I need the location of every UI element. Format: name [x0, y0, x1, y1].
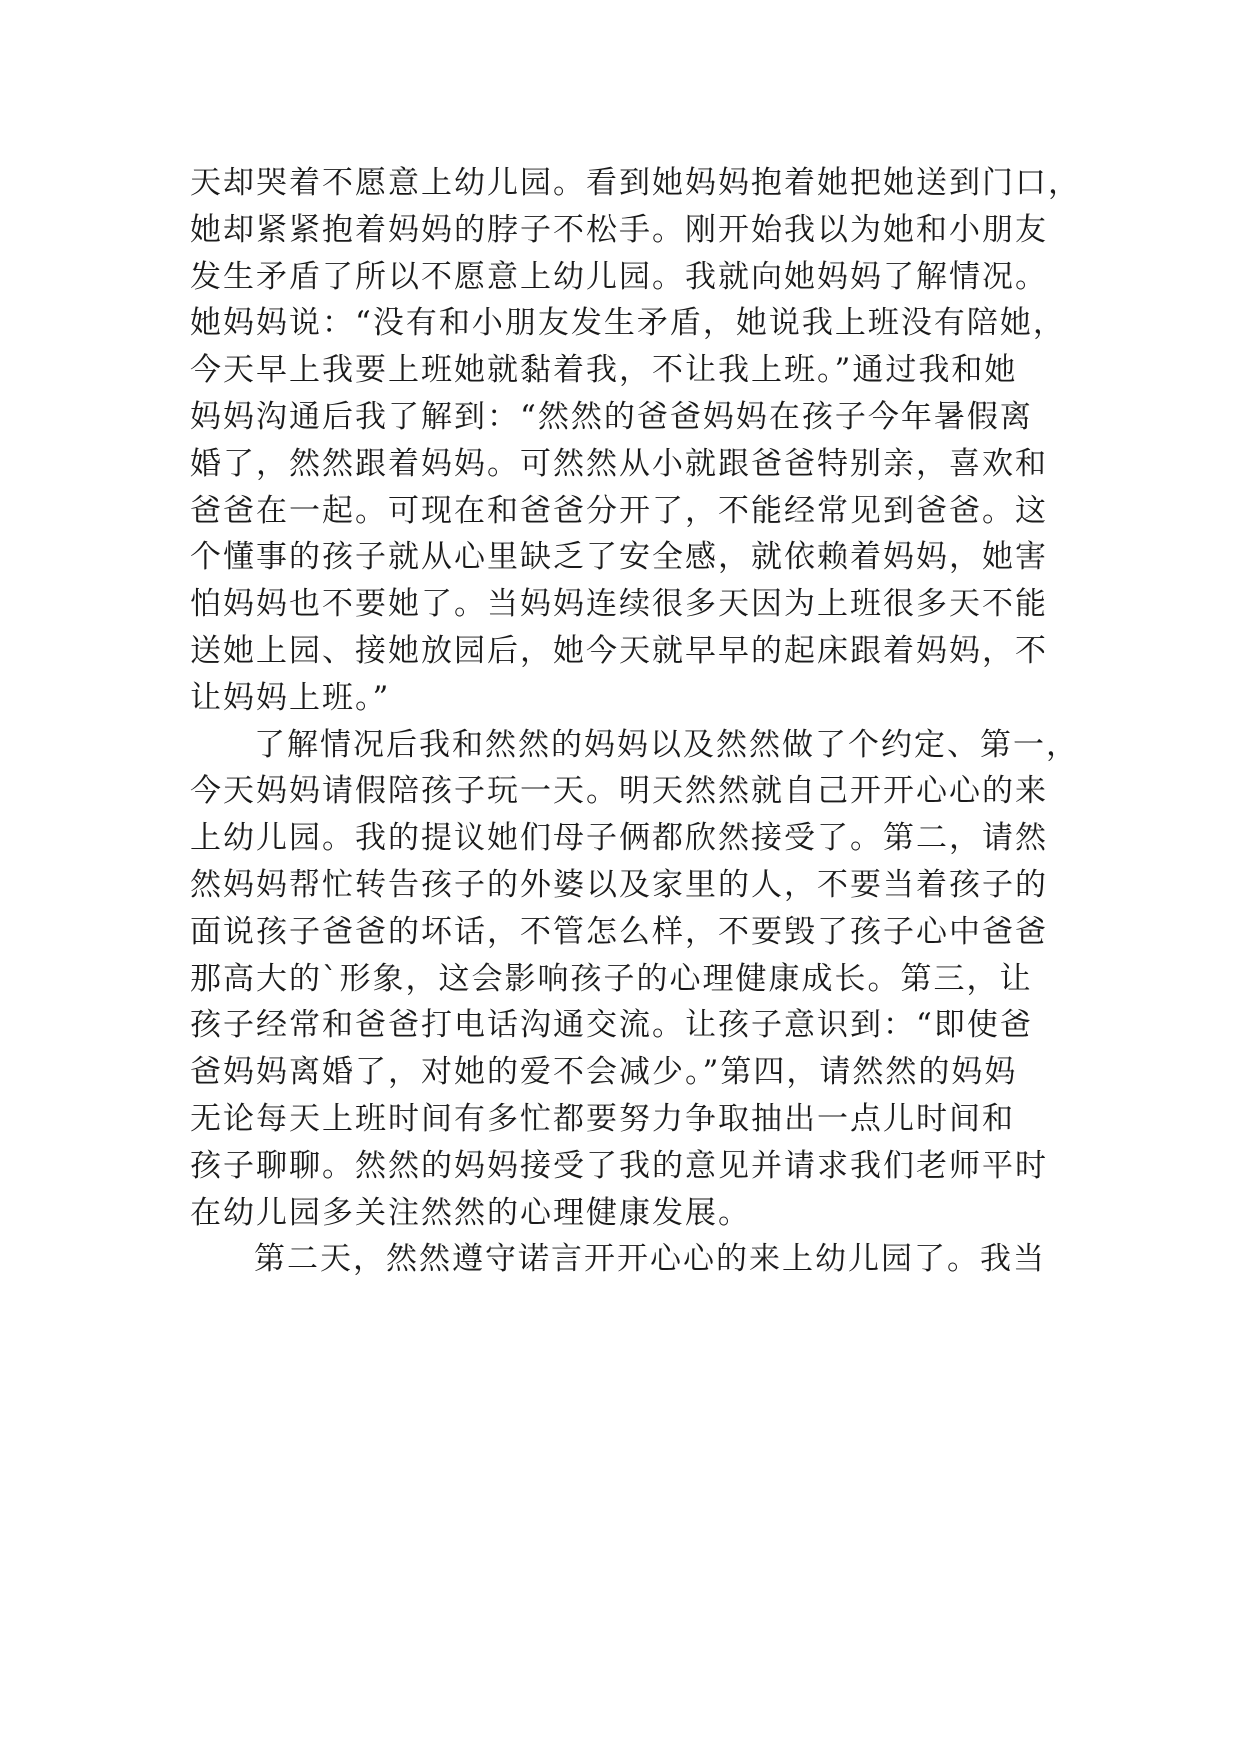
text-line: 孩子经常和爸爸打电话沟通交流。让孩子意识到：“即使爸 [190, 1007, 1033, 1044]
text-line: 送她上园、接她放园后，她今天就早早的起床跟着妈妈，不 [190, 632, 1048, 669]
text-line: 然妈妈帮忙转告孩子的外婆以及家里的人，不要当着孩子的 [190, 866, 1048, 903]
text-line: 让妈妈上班。” [190, 679, 391, 716]
text-line: 面说孩子爸爸的坏话，不管怎么样，不要毁了孩子心中爸爸 [190, 913, 1048, 950]
text-line: 怕妈妈也不要她了。当妈妈连续很多天因为上班很多天不能 [190, 586, 1048, 623]
document-body [190, 160, 1090, 1283]
text-line: 无论每天上班时间有多忙都要努力争取抽出一点儿时间和 [190, 1100, 1015, 1137]
paragraph-start-line: 第二天，然然遵守诺言开开心心的来上幼儿园了。我当 [254, 1241, 1046, 1278]
text-line: 妈妈沟通后我了解到：“然然的爸爸妈妈在孩子今年暑假离 [190, 398, 1033, 435]
text-line: 个懂事的孩子就从心里缺乏了安全感，就依赖着妈妈，她害 [190, 539, 1048, 576]
text-line: 她妈妈说：“没有和小朋友发生矛盾，她说我上班没有陪她， [190, 305, 1066, 342]
text-line: 今天早上我要上班她就黏着我，不让我上班。”通过我和她 [190, 352, 1018, 389]
text-line: 上幼儿园。我的提议她们母子俩都欣然接受了。第二，请然 [190, 820, 1048, 857]
text-line: 今天妈妈请假陪孩子玩一天。明天然然就自己开开心心的来 [190, 773, 1048, 810]
text-line: 爸妈妈离婚了，对她的爱不会减少。”第四，请然然的妈妈 [190, 1054, 1018, 1091]
text-line: 婚了，然然跟着妈妈。可然然从小就跟爸爸特别亲，喜欢和 [190, 445, 1048, 482]
paragraph-start-line: 了解情况后我和然然的妈妈以及然然做了个约定、第一， [254, 726, 1079, 763]
text-line: 她却紧紧抱着妈妈的脖子不松手。刚开始我以为她和小朋友 [190, 211, 1048, 248]
text-line: 在幼儿园多关注然然的心理健康发展。 [190, 1194, 751, 1231]
text-line: 发生矛盾了所以不愿意上幼儿园。我就向她妈妈了解情况。 [190, 258, 1048, 295]
text-line: 那高大的`形象，这会影响孩子的心理健康成长。第三，让 [190, 960, 1033, 997]
text-line: 孩子聊聊。然然的妈妈接受了我的意见并请求我们老师平时 [190, 1147, 1048, 1184]
text-line: 爸爸在一起。可现在和爸爸分开了，不能经常见到爸爸。这 [190, 492, 1048, 529]
text-line: 天却哭着不愿意上幼儿园。看到她妈妈抱着她把她送到门口， [190, 165, 1081, 201]
